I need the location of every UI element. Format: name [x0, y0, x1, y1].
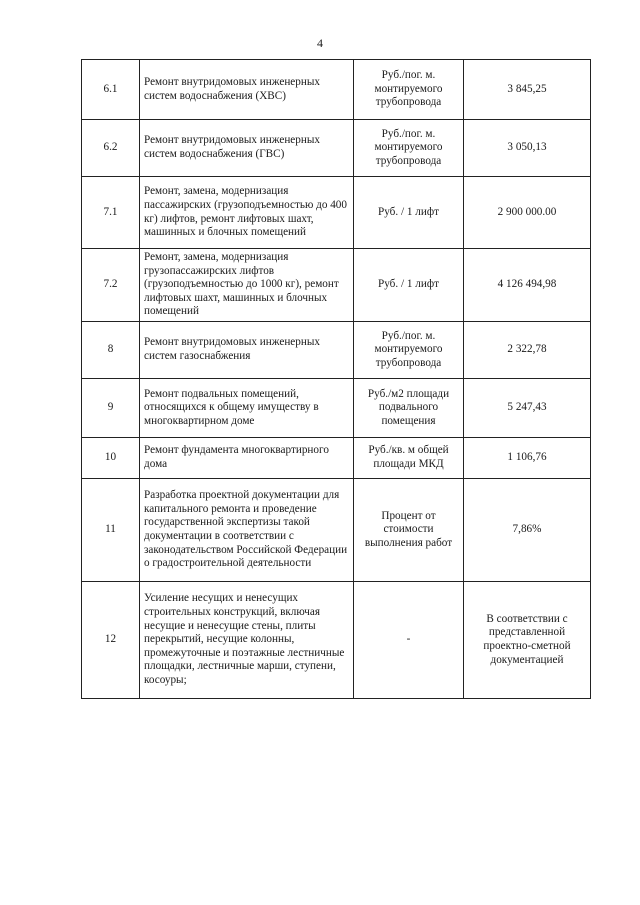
cost-value: 4 126 494,98 [464, 249, 591, 322]
row-number: 10 [82, 437, 140, 478]
cost-value: 5 247,43 [464, 378, 591, 437]
work-name: Ремонт фундамента многоквартирного дома [140, 437, 354, 478]
work-name: Ремонт, замена, модернизация пассажирских (грузоподъемностью до 400 кг) лифтов, ремонт лифтовых шахт, машинных и блочных помещений [140, 177, 354, 249]
row-number: 7.1 [82, 177, 140, 249]
unit-of-measure: Процент от стоимости выполнения работ [354, 478, 464, 581]
row-number: 9 [82, 378, 140, 437]
row-number: 7.2 [82, 249, 140, 322]
table-row [82, 321, 591, 378]
cost-value: 3 050,13 [464, 120, 591, 177]
unit-of-measure: Руб./кв. м общей площади МКД [354, 437, 464, 478]
table-row [82, 378, 591, 437]
table-row [82, 177, 591, 249]
unit-of-measure: Руб. / 1 лифт [354, 249, 464, 322]
cost-value: 1 106,76 [464, 437, 591, 478]
row-number: 8 [82, 321, 140, 378]
unit-of-measure: - [354, 581, 464, 698]
work-name: Усиление несущих и ненесущих строительных конструкций, включая несущие и ненесущие стены, плиты перекрытий, несущие колонны, промежуточные и поэтажные лестничные площадки, лестничные марши, ступени, косоуры; [140, 581, 354, 698]
table-row [82, 60, 591, 120]
table-row [82, 581, 591, 698]
cost-value: 2 322,78 [464, 321, 591, 378]
table-row [82, 478, 591, 581]
unit-of-measure: Руб. / 1 лифт [354, 177, 464, 249]
work-name: Ремонт внутридомовых инженерных систем газоснабжения [140, 321, 354, 378]
work-name: Ремонт внутридомовых инженерных систем водоснабжения (ГВС) [140, 120, 354, 177]
unit-of-measure: Руб./пог. м. монтируемого трубопровода [354, 321, 464, 378]
rates-table [81, 59, 591, 699]
row-number: 6.2 [82, 120, 140, 177]
work-name: Ремонт подвальных помещений, относящихся к общему имуществу в многоквартирном доме [140, 378, 354, 437]
unit-of-measure: Руб./пог. м. монтируемого трубопровода [354, 60, 464, 120]
cost-value: 7,86% [464, 478, 591, 581]
cost-value: В соответствии с представленной проектно-сметной документацией [464, 581, 591, 698]
table-row [82, 437, 591, 478]
work-name: Ремонт, замена, модернизация грузопассажирских лифтов (грузоподъемностью до 1000 кг), ремонт лифтовых шахт, машинных и блочных помещений [140, 249, 354, 322]
cost-value: 3 845,25 [464, 60, 591, 120]
row-number: 11 [82, 478, 140, 581]
row-number: 6.1 [82, 60, 140, 120]
unit-of-measure: Руб./м2 площади подвального помещения [354, 378, 464, 437]
work-name: Разработка проектной документации для капитального ремонта и проведение государственной экспертизы такой документации в соответствии с законодательством Российской Федерации о градостроительной деятельности [140, 478, 354, 581]
table-row [82, 120, 591, 177]
cost-value: 2 900 000.00 [464, 177, 591, 249]
page-number: 4 [317, 36, 323, 50]
work-name: Ремонт внутридомовых инженерных систем водоснабжения (ХВС) [140, 60, 354, 120]
table-row [82, 249, 591, 322]
row-number: 12 [82, 581, 140, 698]
unit-of-measure: Руб./пог. м. монтируемого трубопровода [354, 120, 464, 177]
